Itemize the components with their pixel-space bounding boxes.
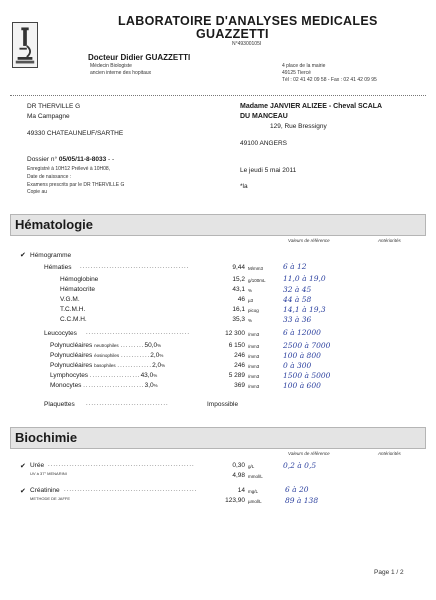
result-label-basophiles: Polynucléaires basophiles .............2,0% bbox=[50, 362, 166, 369]
result-unit-vgm: µ3 bbox=[248, 298, 254, 303]
result-value-leucocytes: 12 300 bbox=[225, 330, 245, 337]
hematology-title: Hématologie bbox=[15, 217, 94, 232]
hemogram-title: Hémogramme bbox=[30, 252, 72, 259]
result-value-ccmh: 35,3 bbox=[232, 316, 245, 323]
lab-phone: Tél : 02 41 42 09 58 - Fax : 02 41 42 09 95 bbox=[282, 77, 377, 83]
result-value-hematocrite: 43,1 bbox=[232, 286, 245, 293]
checkmark-icon: ✔ bbox=[20, 252, 26, 259]
report-date: Le jeudi 5 mai 2011 bbox=[240, 167, 297, 174]
checkmark-icon: ✔ bbox=[20, 463, 26, 470]
handwritten-ref-tcmh: 14,1 à 19,3 bbox=[283, 305, 326, 314]
handwritten-ref-uree: 0,2 à 0,5 bbox=[283, 461, 317, 470]
lab-address-2: 49125 Tiercé bbox=[282, 70, 311, 76]
patient-name: Madame JANVIER ALIZEE - Cheval SCALA bbox=[240, 103, 383, 110]
result-label-vgm: V.G.M. bbox=[60, 296, 80, 303]
result-label-creatinine: Créatinine bbox=[30, 487, 60, 494]
handwritten-ref-neutrophiles: 2500 à 7000 bbox=[283, 341, 331, 350]
handwritten-ref-basophiles: 0 à 300 bbox=[283, 361, 312, 370]
result-value-uree-mmol: 4,98 bbox=[232, 472, 245, 479]
leader-dots: ............................... bbox=[86, 401, 169, 407]
hematology-section-header bbox=[10, 214, 426, 236]
result-label-uree: Urée bbox=[30, 462, 45, 469]
handwritten-ref-vgm: 44 à 58 bbox=[283, 295, 312, 304]
dossier-line bbox=[27, 156, 114, 163]
result-value-hemoglobine: 15,2 bbox=[232, 276, 245, 283]
result-unit-lymphocytes: /mm3 bbox=[248, 374, 260, 379]
result-label-hemoglobine: Hémoglobine bbox=[60, 276, 99, 283]
result-value-lymphocytes: 5 289 bbox=[228, 372, 245, 379]
dossier-prescribed-by: Examens prescrits par le DR THERVILLE G bbox=[27, 182, 125, 188]
lab-address-1: 4 place de la mairie bbox=[282, 63, 326, 69]
header-separator bbox=[10, 95, 426, 96]
patient-name-2: DU MANCEAU bbox=[240, 113, 288, 120]
result-label-hematies: Hématies bbox=[44, 264, 72, 271]
lab-number: N°49300105I bbox=[232, 41, 262, 47]
leader-dots: ....................................... bbox=[86, 330, 191, 336]
result-unit-leucocytes: /mm3 bbox=[248, 332, 260, 337]
microscope-logo-icon bbox=[12, 22, 38, 68]
result-unit-basophiles: /mm3 bbox=[248, 364, 260, 369]
uree-method: UV à 37° MENARINI bbox=[30, 471, 67, 476]
doctor-name: Docteur Didier GUAZZETTI bbox=[88, 53, 191, 62]
anteriorities-header: Antériorités bbox=[378, 451, 401, 456]
result-unit-hematies: M/mm3 bbox=[248, 266, 263, 271]
result-value-plaquettes: Impossible bbox=[207, 401, 239, 408]
handwritten-ref-creatinine-umol: 89 à 138 bbox=[285, 496, 319, 505]
result-unit-creatinine-mgl: mg/L bbox=[248, 489, 259, 494]
handwritten-ref-eosinophiles: 100 à 800 bbox=[283, 351, 321, 360]
dossier-label: Dossier n° bbox=[27, 156, 58, 163]
result-value-creatinine-umol: 123,90 bbox=[225, 497, 245, 504]
leader-dots: .................................................. bbox=[64, 487, 198, 493]
biochemistry-title: Biochimie bbox=[15, 430, 78, 445]
patient-street: 129, Rue Bressigny bbox=[270, 123, 327, 130]
handwritten-ref-ccmh: 33 à 36 bbox=[283, 315, 312, 324]
handwritten-ref-hematies: 6 à 12 bbox=[283, 262, 307, 271]
prescriber-city: 49330 CHATEAUNEUF/SARTHE bbox=[27, 130, 124, 137]
result-unit-monocytes: /mm3 bbox=[248, 384, 260, 389]
result-label-eosinophiles: Polynucléaires éosinophiles ...........2,0% bbox=[50, 352, 164, 359]
result-value-neutrophiles: 6 150 bbox=[228, 342, 245, 349]
result-label-lymphocytes: Lymphocytes ...................43,0% bbox=[50, 372, 158, 379]
handwritten-ref-monocytes: 100 à 600 bbox=[283, 381, 321, 390]
checkmark-icon: ✔ bbox=[20, 488, 26, 495]
handwritten-ref-hemoglobine: 11,0 à 19,0 bbox=[283, 274, 326, 283]
result-label-neutrophiles: Polynucléaires neutrophiles .........50,0% bbox=[50, 342, 162, 349]
anteriorities-header: Antériorités bbox=[378, 238, 401, 243]
handwritten-ref-lymphocytes: 1500 à 5000 bbox=[283, 371, 331, 380]
result-value-hematies: 9,44 bbox=[232, 264, 245, 271]
result-value-uree-gl: 0,30 bbox=[232, 462, 245, 469]
result-unit-creatinine-umol: µmol/L bbox=[248, 499, 262, 504]
handwritten-ref-hematocrite: 32 à 45 bbox=[283, 285, 312, 294]
leader-dots: ......................................... bbox=[80, 264, 190, 270]
dossier-number: 05/05/11-8-8033 bbox=[58, 156, 107, 163]
reference-values-header: Valeurs de référence bbox=[288, 238, 330, 243]
result-value-vgm: 46 bbox=[237, 296, 245, 303]
prescriber-address: Ma Campagne bbox=[27, 113, 70, 120]
patient-city: 49100 ANGERS bbox=[240, 140, 287, 147]
result-label-tcmh: T.C.M.H. bbox=[60, 306, 86, 313]
result-value-basophiles: 246 bbox=[234, 362, 245, 369]
result-label-hematocrite: Hématocrite bbox=[60, 286, 96, 293]
patient-marker: *la bbox=[240, 183, 248, 190]
result-value-tcmh: 16,1 bbox=[232, 306, 245, 313]
handwritten-ref-leucocytes: 6 à 12000 bbox=[283, 328, 321, 337]
result-unit-uree-mmol: mmol/L bbox=[248, 474, 263, 479]
handwritten-ref-creatinine-mgl: 6 à 20 bbox=[285, 485, 309, 494]
result-unit-uree-gl: g/L bbox=[248, 464, 255, 469]
result-value-creatinine-mgl: 14 bbox=[237, 487, 245, 494]
lab-name-line1: LABORATOIRE D'ANALYSES MEDICALES bbox=[118, 14, 378, 28]
result-unit-eosinophiles: /mm3 bbox=[248, 354, 260, 359]
result-value-monocytes: 369 bbox=[234, 382, 245, 389]
dossier-copy: Copie au bbox=[27, 189, 48, 195]
dossier-suffix: - - bbox=[108, 156, 115, 163]
dossier-registration: Enregistré à 10H12 Prélevé à 10H08, bbox=[27, 166, 111, 172]
biochemistry-section-header bbox=[10, 427, 426, 449]
result-label-leucocytes: Leucocytes bbox=[44, 330, 77, 337]
leader-dots: ....................................................... bbox=[48, 462, 195, 468]
result-unit-neutrophiles: /mm3 bbox=[248, 344, 260, 349]
result-unit-hematocrite: % bbox=[248, 288, 253, 293]
result-label-plaquettes: Plaquettes bbox=[44, 401, 75, 408]
result-label-ccmh: C.C.M.H. bbox=[60, 316, 87, 323]
dossier-birthdate: Date de naissance : bbox=[27, 174, 72, 180]
reference-values-header: Valeurs de référence bbox=[288, 451, 330, 456]
doctor-title-2: ancien interne des hopitaux bbox=[90, 70, 152, 76]
result-value-eosinophiles: 246 bbox=[234, 352, 245, 359]
page-number: Page 1 / 2 bbox=[374, 569, 404, 576]
lab-name-line2: GUAZZETTI bbox=[196, 27, 269, 41]
result-unit-tcmh: picog bbox=[248, 308, 259, 313]
result-label-monocytes: Monocytes .......................3,0% bbox=[50, 382, 158, 389]
prescriber-name: DR THERVILLE G bbox=[27, 103, 81, 110]
result-unit-ccmh: % bbox=[248, 318, 253, 323]
result-unit-hemoglobine: g/100mL bbox=[248, 278, 266, 283]
creatinine-method: METHODE DE JAFFE bbox=[30, 496, 71, 501]
doctor-title: Médecin Biologiste bbox=[90, 63, 132, 69]
